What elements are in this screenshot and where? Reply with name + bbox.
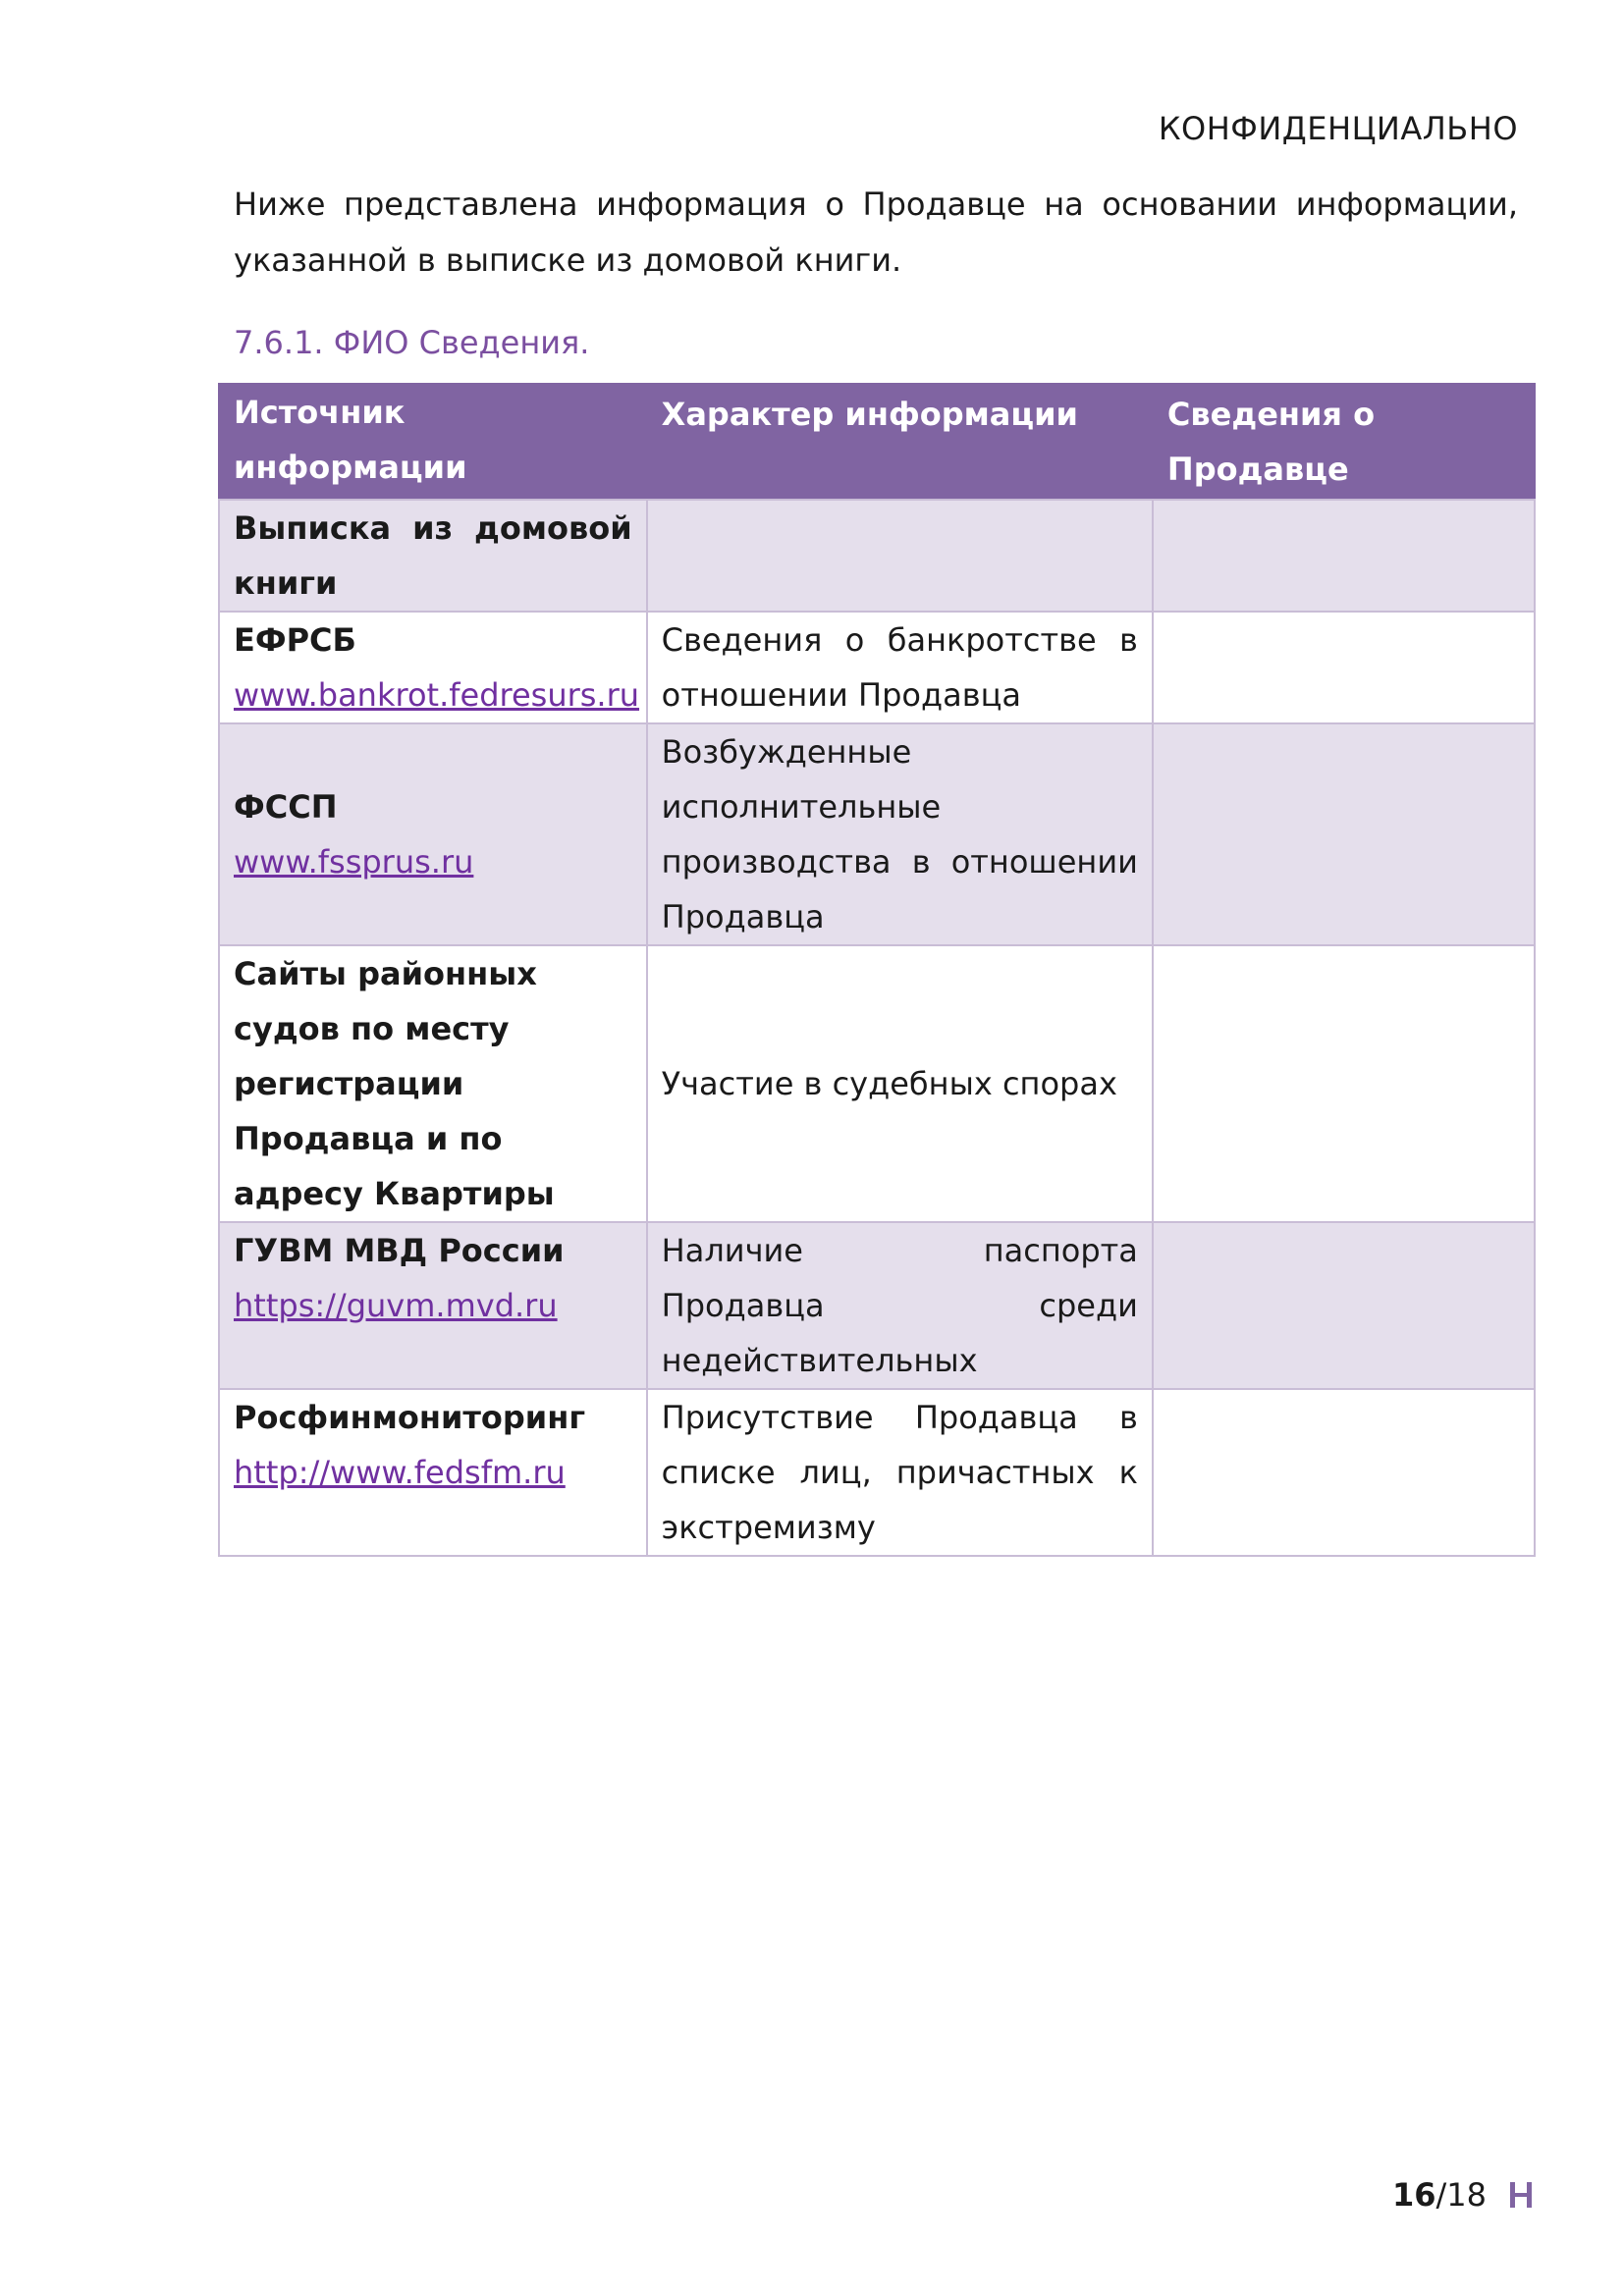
source-cell [219,612,647,723]
table-row [219,1222,1535,1389]
source-name: ГУВМ МВД России [234,1232,565,1269]
total-pages: /18 [1435,2176,1487,2214]
source-link[interactable]: www.bankrot.fedresurs.ru [234,676,640,714]
nature-cell [647,723,1153,945]
nature-cell [647,945,1153,1222]
source-name: Выписка из домовой книги [234,509,632,602]
nature-cell [647,500,1153,612]
source-name: ЕФРСБ [234,621,356,659]
nature-text: Возбужденные исполнительные производства в отношении Продавца [661,733,1138,935]
nature-text: Присутствие Продавца в списке лиц, причастных к экстремизму [661,1399,1138,1546]
source-cell [219,1389,647,1556]
table-row [219,500,1535,612]
source-link[interactable]: https://guvm.mvd.ru [234,1287,558,1324]
source-cell [219,500,647,612]
intro-paragraph: Ниже представлена информация о Продавце на основании информации, указанной в выписке из домовой книги. [234,186,1518,279]
seller-cell [1153,1222,1535,1389]
source-link[interactable]: www.fssprus.ru [234,843,474,881]
nature-cell [647,1222,1153,1389]
seller-cell [1153,1389,1535,1556]
seller-cell [1153,723,1535,945]
nature-text: Наличие паспорта Продавца среди недействительных [661,1232,1138,1379]
nature-text: Участие в судебных спорах [661,1065,1117,1102]
source-cell [219,723,647,945]
header-seller: Сведения о Продавце [1153,384,1535,500]
seller-cell [1153,945,1535,1222]
info-table [218,383,1536,1557]
source-name: Сайты районных судов по месту регистрации Продавца и по адресу Квартиры [234,955,555,1212]
nature-cell [647,612,1153,723]
header-source: Источник информации [219,384,647,500]
source-link[interactable]: http://www.fedsfm.ru [234,1454,566,1491]
source-cell [219,945,647,1222]
table-row [219,1389,1535,1556]
table-row [219,723,1535,945]
seller-cell [1153,612,1535,723]
source-cell [219,1222,647,1389]
table-row [219,612,1535,723]
seller-cell [1153,500,1535,612]
current-page-number: 16 [1391,2176,1436,2214]
nature-cell [647,1389,1153,1556]
header-nature: Характер информации [647,384,1153,500]
nature-text: Сведения о банкротстве в отношении Продавца [661,621,1138,714]
page-footer [1392,2176,1532,2214]
confidential-label: КОНФИДЕНЦИАЛЬНО [1158,110,1518,147]
brand-logo-icon [1510,2182,1532,2208]
source-name: ФССП [234,788,338,826]
table-row [219,945,1535,1222]
source-name: Росфинмониторинг [234,1399,586,1436]
section-title: 7.6.1. ФИО Сведения. [234,324,590,361]
